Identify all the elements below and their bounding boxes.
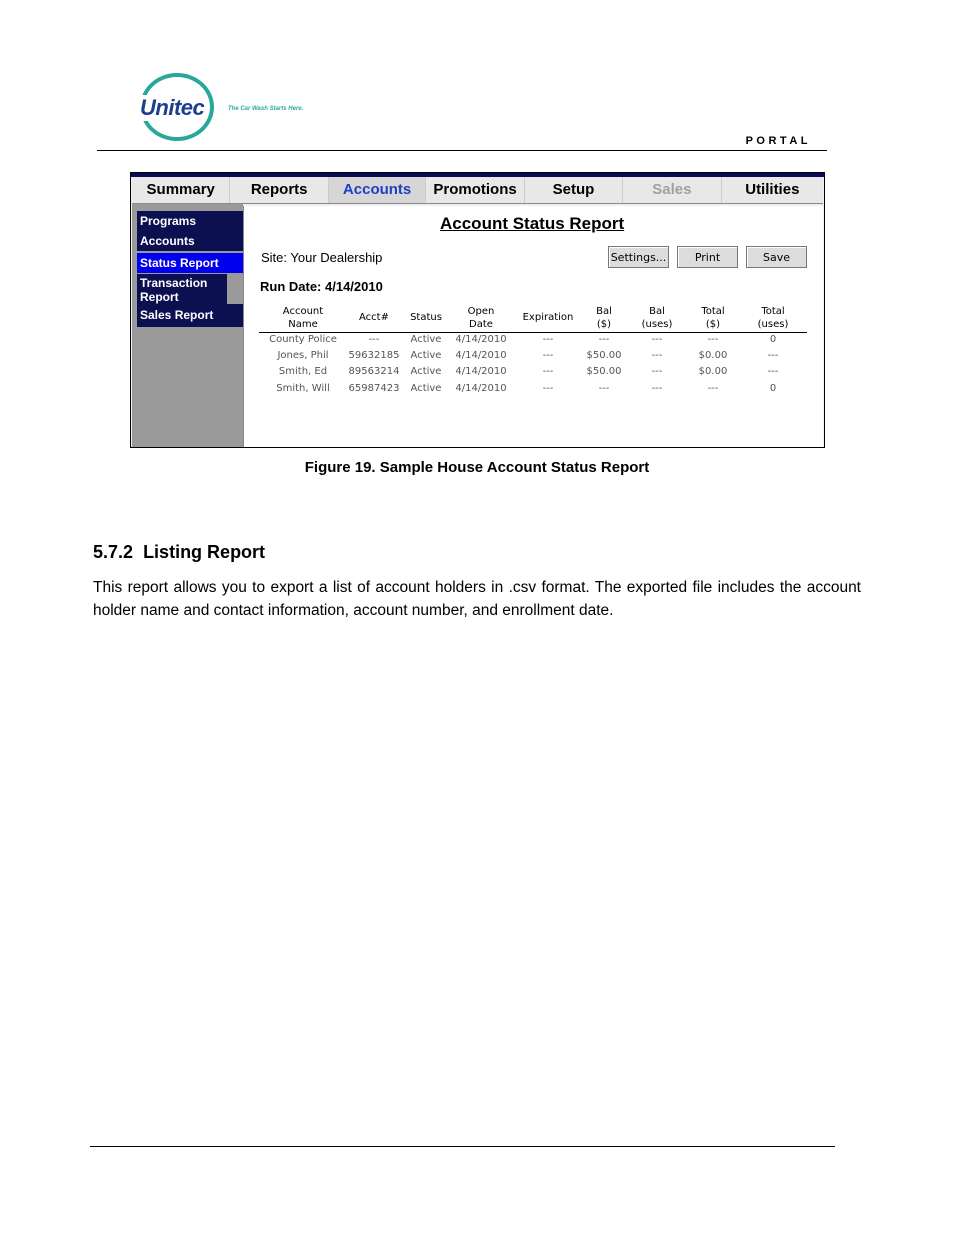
table-cell: --- (542, 383, 554, 394)
tab-promotions[interactable]: Promotions (426, 177, 524, 203)
table-cell: 4/14/2010 (455, 383, 507, 394)
table-cell: --- (651, 334, 663, 345)
sidebar-item-sales-report[interactable]: Sales Report (137, 304, 243, 327)
logo-tagline: The Car Wash Starts Here. (228, 106, 304, 112)
table-header-divider (259, 332, 807, 333)
table-cell: --- (651, 366, 663, 377)
column-header-line: ($) (596, 319, 612, 330)
tab-bar (132, 177, 823, 204)
table-cell: Active (410, 383, 442, 394)
screenshot-figure (130, 172, 825, 448)
column-header-line: (uses) (757, 319, 789, 330)
save-button[interactable]: Save (746, 246, 807, 268)
tab-accounts[interactable]: Accounts (329, 177, 426, 203)
column-header-line: Name (288, 319, 318, 330)
table-cell: --- (542, 350, 554, 361)
column-header (451, 305, 511, 331)
footer-divider (90, 1146, 835, 1147)
sidebar (132, 204, 243, 447)
print-button[interactable]: Print (677, 246, 738, 268)
table-cell: Active (410, 350, 442, 361)
table-cell: 65987423 (348, 383, 400, 394)
column-header (516, 311, 580, 324)
header-divider (97, 150, 827, 151)
table-cell: --- (707, 383, 719, 394)
table-cell: 0 (769, 383, 777, 394)
column-header-line: Bal (649, 306, 665, 317)
sidebar-item-transaction-report[interactable]: Transaction Report (137, 274, 227, 304)
table-cell: $0.00 (698, 366, 728, 377)
table-cell: --- (651, 383, 663, 394)
column-header (584, 305, 624, 331)
table-cell: --- (598, 334, 610, 345)
column-header (344, 311, 404, 324)
column-header-line: (uses) (641, 319, 673, 330)
column-header-line: Bal (596, 306, 612, 317)
table-cell: 89563214 (348, 366, 400, 377)
run-date-label: Run Date: 4/14/2010 (260, 279, 383, 294)
table-cell: $50.00 (586, 366, 622, 377)
column-header (748, 305, 798, 331)
table-cell: Smith, Will (276, 383, 330, 394)
tab-utilities[interactable]: Utilities (745, 181, 800, 198)
tab-summary[interactable]: Summary (132, 177, 230, 203)
report-panel (243, 206, 823, 447)
column-header (635, 305, 679, 331)
table-cell: --- (767, 366, 779, 377)
table-cell: --- (542, 334, 554, 345)
sidebar-item-accounts[interactable]: Accounts (137, 231, 243, 251)
table-cell: --- (368, 334, 380, 345)
table-cell: Active (410, 334, 442, 345)
table-cell: --- (651, 350, 663, 361)
tab-reports[interactable]: Reports (230, 177, 328, 203)
header-section-label: PORTAL (745, 135, 811, 147)
table-cell: Jones, Phil (277, 350, 329, 361)
table-cell: Active (410, 366, 442, 377)
table-cell: $0.00 (698, 350, 728, 361)
table-cell: $50.00 (586, 350, 622, 361)
column-header-line: Open (467, 306, 495, 317)
table-cell: --- (542, 366, 554, 377)
column-header-line: Status (410, 312, 442, 323)
table-cell: --- (767, 350, 779, 361)
table-cell: Smith, Ed (278, 366, 328, 377)
column-header-line: Date (469, 319, 493, 330)
unitec-logo (138, 73, 318, 149)
table-cell: --- (707, 334, 719, 345)
table-cell: --- (598, 383, 610, 394)
section-number: 5.7.2 (93, 542, 134, 562)
column-header (691, 305, 735, 331)
column-header-line: Total (701, 306, 725, 317)
table-cell: 4/14/2010 (455, 334, 507, 345)
tab-sales: Sales (623, 177, 721, 203)
column-header-line: Account (282, 306, 324, 317)
table-cell: 4/14/2010 (455, 350, 507, 361)
logo-wordmark: Unitec (140, 95, 205, 120)
report-title: Account Status Report (440, 214, 625, 233)
tab-setup[interactable]: Setup (525, 177, 623, 203)
section-title: Listing Report (143, 542, 266, 562)
sidebar-item-status-report[interactable]: Status Report (137, 253, 243, 273)
column-header-line: Acct# (359, 312, 389, 323)
table-cell: 4/14/2010 (455, 366, 507, 377)
column-header-line: Expiration (522, 312, 574, 323)
table-cell: 59632185 (348, 350, 400, 361)
section-body: This report allows you to export a list of account holders in .csv format. The exported file includes the account holder name and contact information, account number, and enrollment date. (93, 579, 861, 619)
site-label: Site: Your Dealership (261, 250, 383, 265)
table-cell: County Police (269, 334, 337, 345)
column-header (406, 311, 446, 324)
table-cell: 0 (769, 334, 777, 345)
section-heading (93, 542, 265, 563)
sidebar-item-programs[interactable]: Programs (137, 211, 243, 231)
column-header-line: ($) (705, 319, 721, 330)
column-header (263, 305, 343, 331)
settings-button[interactable]: Settings... (608, 246, 669, 268)
column-header-line: Total (761, 306, 785, 317)
figure-caption: Figure 19. Sample House Account Status Report (304, 459, 650, 476)
